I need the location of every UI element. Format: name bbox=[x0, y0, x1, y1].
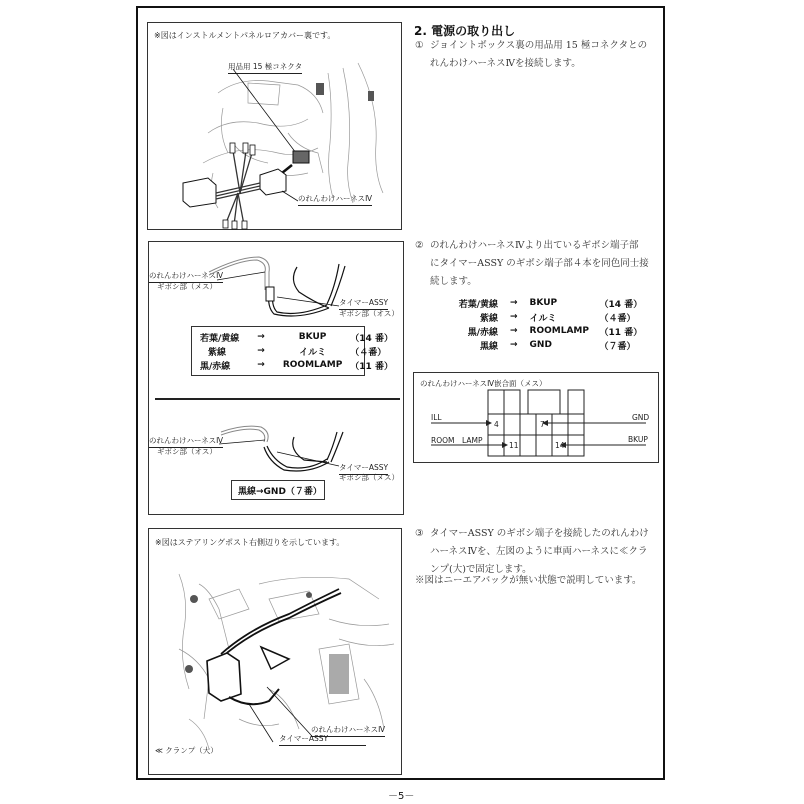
figure-2-bottom-timer-label: タイマーASSY bbox=[339, 462, 388, 475]
figure-2-top-timer-sub: ギボシ部（オス） bbox=[339, 309, 399, 318]
figure-2-top-harness-label: のれんわけハーネスⅣ bbox=[149, 270, 223, 283]
step-3-line-2: ハーネスⅣを、左図のように車両ハーネスに≪クラ bbox=[430, 546, 648, 557]
connector-label-bkup: BKUP bbox=[628, 435, 648, 444]
figure-2-top-harness-sub: ギボシ部（メス） bbox=[157, 282, 217, 291]
figure-3-box bbox=[148, 528, 402, 775]
figure-2-divider bbox=[155, 398, 400, 400]
step-2-line-3: 続します。 bbox=[430, 276, 477, 287]
step-3-line-1: タイマーASSY のギボシ端子を接続したのれんわけ bbox=[430, 528, 649, 539]
figure-2-gnd-caption-box bbox=[231, 480, 325, 500]
connector-label-gnd: GND bbox=[632, 413, 650, 422]
figure-1-connector-label: 用品用 15 極コネクタ bbox=[228, 61, 302, 74]
table-row: 黒/赤線 → ROOMLAMP （11 番） bbox=[467, 326, 643, 338]
table-row: 紫線 → イルミ （４番） bbox=[208, 346, 387, 358]
step-2-line-2: にタイマーASSY のギボシ端子部４本を同色同士接 bbox=[430, 258, 649, 269]
figure-3-clamp-label: ≪ クランプ（大） bbox=[155, 746, 218, 755]
connector-pin-11: 11 bbox=[509, 441, 519, 450]
connector-pin-14: 14 bbox=[555, 441, 565, 450]
figure-2-wire-table bbox=[196, 330, 397, 372]
connector-label-roomlamp: ROOM LAMP bbox=[431, 436, 483, 445]
step-3-note: ※図はニーエアバックが無い状態で説明しています。 bbox=[415, 575, 642, 586]
step-1-line-2: れんわけハーネスⅣを接続します。 bbox=[430, 58, 581, 69]
figure-2-wire-table-box bbox=[191, 326, 393, 376]
page-number: －5－ bbox=[388, 791, 415, 802]
figure-2-top-timer-label: タイマーASSY bbox=[339, 297, 388, 310]
step-2-line-1: のれんわけハーネスⅣより出ているギボシ端子部 bbox=[430, 240, 639, 251]
figure-2-box bbox=[148, 241, 404, 515]
figure-1-illustration bbox=[148, 23, 403, 231]
step-3-number: ③ bbox=[415, 528, 424, 539]
figure-2-bottom-timer-sub: ギボシ部（メス） bbox=[339, 473, 399, 482]
section-title: 2. 電源の取り出し bbox=[414, 24, 516, 38]
connector-label-ill: ILL bbox=[431, 413, 442, 422]
figure-1-box bbox=[147, 22, 402, 230]
figure-3-note: ※図はステアリングポスト右側辺りを示しています。 bbox=[155, 538, 345, 547]
connector-diagram-box bbox=[413, 372, 659, 463]
table-row: 若葉/黄線 → BKUP （14 番） bbox=[200, 332, 393, 344]
figure-2-bottom-harness-sub: ギボシ部（オス） bbox=[157, 447, 217, 456]
table-row: 紫線 → イルミ （４番） bbox=[479, 312, 636, 324]
connector-pin-7: 7 bbox=[540, 420, 545, 429]
step-2-wire-table bbox=[440, 296, 646, 352]
step-1-line-1: ジョイントボックス裏の用品用 15 極コネクタとの bbox=[430, 40, 648, 51]
figure-3-timer-label: タイマーASSY bbox=[279, 733, 366, 746]
connector-face-drawing bbox=[414, 373, 660, 464]
step-3-line-3: ンプ(大)で固定します。 bbox=[430, 564, 532, 575]
figure-2-bottom-harness-label: のれんわけハーネスⅣ bbox=[149, 435, 223, 448]
table-row: 黒線 → GND （７番） bbox=[479, 340, 636, 352]
step-1-number: ① bbox=[415, 40, 424, 51]
figure-2-top-illustration bbox=[149, 242, 405, 332]
figure-3-harness-label: のれんわけハーネスⅣ bbox=[311, 724, 385, 737]
figure-2-gnd-caption: 黒線→GND（７番） bbox=[238, 487, 322, 497]
step-2-number: ② bbox=[415, 240, 424, 251]
table-row: 黒/赤線 → ROOMLAMP （11 番） bbox=[200, 360, 393, 372]
table-row: 若葉/黄線 → BKUP （14 番） bbox=[458, 298, 643, 310]
figure-1-harness-label: のれんわけハーネスⅣ bbox=[298, 193, 372, 206]
connector-diagram-title: のれんわけハーネスⅣ嵌合面（メス） bbox=[420, 379, 547, 388]
figure-2-bottom-illustration bbox=[149, 402, 405, 482]
connector-pin-4: 4 bbox=[494, 420, 499, 429]
figure-1-note: ※図はインストルメントパネルロアカバー裏です。 bbox=[154, 31, 336, 40]
